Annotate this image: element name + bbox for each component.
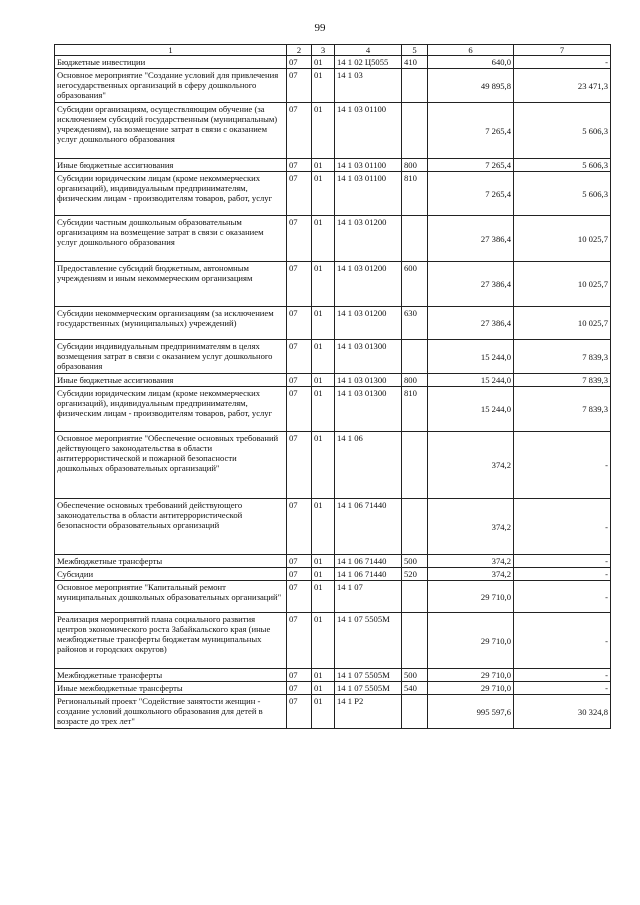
budget-table [54, 44, 611, 729]
description-cell: Иные бюджетные ассигнования [55, 159, 287, 172]
header-cell: 4 [335, 45, 402, 56]
description-cell: Иные бюджетные ассигнования [55, 374, 287, 387]
expense-type-cell [402, 581, 428, 613]
table-row [55, 172, 611, 216]
table-row [55, 695, 611, 729]
amount-col6-cell: 7 265,4 [428, 172, 514, 216]
section-cell: 07 [287, 374, 312, 387]
header-cell: 5 [402, 45, 428, 56]
target-article-cell: 14 1 06 71440 [335, 555, 402, 568]
target-article-cell: 14 1 02 Ц5055 [335, 56, 402, 69]
target-article-cell: 14 1 06 71440 [335, 499, 402, 555]
budget-table-body [55, 45, 611, 729]
amount-col7-cell: 23 471,3 [514, 69, 611, 103]
target-article-cell: 14 1 03 01200 [335, 216, 402, 262]
section-cell: 07 [287, 695, 312, 729]
subsection-cell: 01 [312, 695, 335, 729]
amount-col7-cell: - [514, 499, 611, 555]
subsection-cell: 01 [312, 307, 335, 340]
target-article-cell: 14 1 06 71440 [335, 568, 402, 581]
target-article-cell: 14 1 06 [335, 432, 402, 499]
table-row [55, 499, 611, 555]
amount-col6-cell: 27 386,4 [428, 307, 514, 340]
section-cell: 07 [287, 568, 312, 581]
subsection-cell: 01 [312, 340, 335, 374]
target-article-cell: 14 1 03 01100 [335, 159, 402, 172]
subsection-cell: 01 [312, 387, 335, 432]
description-cell: Основное мероприятие "Обеспечение основных требований действующего законодательства в области антитеррористической и пожарной безопасности дошкольных образовательных организаций" [55, 432, 287, 499]
amount-col7-cell: - [514, 555, 611, 568]
expense-type-cell: 810 [402, 172, 428, 216]
table-row [55, 581, 611, 613]
expense-type-cell: 800 [402, 374, 428, 387]
expense-type-cell [402, 340, 428, 374]
description-cell: Региональный проект "Содействие занятости женщин - создание условий дошкольного образования для детей в возрасте до трех лет" [55, 695, 287, 729]
subsection-cell: 01 [312, 499, 335, 555]
description-cell: Основное мероприятие "Создание условий для привлечения негосударственных организаций в сферу дошкольного образования" [55, 69, 287, 103]
table-row [55, 262, 611, 307]
table-row [55, 340, 611, 374]
target-article-cell: 14 1 07 [335, 581, 402, 613]
description-cell: Межбюджетные трансферты [55, 669, 287, 682]
amount-col7-cell: - [514, 669, 611, 682]
expense-type-cell [402, 432, 428, 499]
section-cell: 07 [287, 682, 312, 695]
header-cell: 7 [514, 45, 611, 56]
amount-col7-cell: 10 025,7 [514, 307, 611, 340]
amount-col7-cell: 5 606,3 [514, 159, 611, 172]
amount-col7-cell: 7 839,3 [514, 374, 611, 387]
expense-type-cell [402, 103, 428, 159]
target-article-cell: 14 1 03 01100 [335, 103, 402, 159]
section-cell: 07 [287, 172, 312, 216]
subsection-cell: 01 [312, 262, 335, 307]
subsection-cell: 01 [312, 613, 335, 669]
amount-col6-cell: 15 244,0 [428, 387, 514, 432]
section-cell: 07 [287, 613, 312, 669]
amount-col7-cell: 10 025,7 [514, 216, 611, 262]
amount-col6-cell: 15 244,0 [428, 340, 514, 374]
target-article-cell: 14 1 07 5505М [335, 613, 402, 669]
amount-col6-cell: 374,2 [428, 568, 514, 581]
section-cell: 07 [287, 669, 312, 682]
amount-col6-cell: 995 597,6 [428, 695, 514, 729]
amount-col6-cell: 27 386,4 [428, 216, 514, 262]
table-row [55, 69, 611, 103]
target-article-cell: 14 1 03 01300 [335, 387, 402, 432]
amount-col7-cell: - [514, 613, 611, 669]
amount-col7-cell: 30 324,8 [514, 695, 611, 729]
subsection-cell: 01 [312, 581, 335, 613]
table-row [55, 387, 611, 432]
expense-type-cell: 540 [402, 682, 428, 695]
amount-col6-cell: 29 710,0 [428, 613, 514, 669]
amount-col7-cell: 7 839,3 [514, 340, 611, 374]
expense-type-cell: 630 [402, 307, 428, 340]
amount-col6-cell: 29 710,0 [428, 682, 514, 695]
section-cell: 07 [287, 103, 312, 159]
expense-type-cell: 520 [402, 568, 428, 581]
table-row [55, 568, 611, 581]
description-cell: Субсидии [55, 568, 287, 581]
section-cell: 07 [287, 387, 312, 432]
subsection-cell: 01 [312, 682, 335, 695]
description-cell: Субсидии юридическим лицам (кроме некоммерческих организаций), индивидуальным предпринимателям, физическим лицам - производителям товаров, работ, услуг [55, 387, 287, 432]
amount-col6-cell: 29 710,0 [428, 669, 514, 682]
amount-col6-cell: 29 710,0 [428, 581, 514, 613]
description-cell: Субсидии некоммерческим организациям (за исключением государственных (муниципальных) учреждений) [55, 307, 287, 340]
table-header-row [55, 45, 611, 56]
subsection-cell: 01 [312, 216, 335, 262]
amount-col7-cell: - [514, 56, 611, 69]
header-cell: 2 [287, 45, 312, 56]
section-cell: 07 [287, 581, 312, 613]
table-row [55, 613, 611, 669]
amount-col6-cell: 374,2 [428, 555, 514, 568]
subsection-cell: 01 [312, 172, 335, 216]
amount-col7-cell: 5 606,3 [514, 172, 611, 216]
header-cell: 1 [55, 45, 287, 56]
target-article-cell: 14 1 03 01200 [335, 307, 402, 340]
description-cell: Обеспечение основных требований действующего законодательства в области антитеррористической безопасности образовательных организаций [55, 499, 287, 555]
expense-type-cell: 500 [402, 669, 428, 682]
amount-col7-cell: - [514, 581, 611, 613]
section-cell: 07 [287, 499, 312, 555]
description-cell: Реализация мероприятий плана социального развития центров экономического роста Забайкальского края (иные межбюджетные трансферты бюджетам муниципальных районов и городских округов) [55, 613, 287, 669]
section-cell: 07 [287, 56, 312, 69]
subsection-cell: 01 [312, 374, 335, 387]
target-article-cell: 14 1 07 5505М [335, 669, 402, 682]
amount-col6-cell: 27 386,4 [428, 262, 514, 307]
target-article-cell: 14 1 07 5505М [335, 682, 402, 695]
table-row [55, 56, 611, 69]
amount-col6-cell: 15 244,0 [428, 374, 514, 387]
expense-type-cell [402, 216, 428, 262]
table-row [55, 432, 611, 499]
amount-col6-cell: 640,0 [428, 56, 514, 69]
amount-col7-cell: 10 025,7 [514, 262, 611, 307]
expense-type-cell [402, 69, 428, 103]
expense-type-cell: 810 [402, 387, 428, 432]
description-cell: Межбюджетные трансферты [55, 555, 287, 568]
table-row [55, 103, 611, 159]
header-cell: 6 [428, 45, 514, 56]
amount-col6-cell: 374,2 [428, 432, 514, 499]
description-cell: Субсидии частным дошкольным образовательным организациям на возмещение затрат в связи с оказанием услуг дошкольного образования [55, 216, 287, 262]
target-article-cell: 14 1 03 01300 [335, 374, 402, 387]
amount-col6-cell: 49 895,8 [428, 69, 514, 103]
description-cell: Субсидии организациям, осуществляющим обучение (за исключением субсидий государственным (муниципальным) учреждениям), на возмещение затрат в связи с оказанием услуг дошкольного образования [55, 103, 287, 159]
amount-col7-cell: 7 839,3 [514, 387, 611, 432]
subsection-cell: 01 [312, 568, 335, 581]
target-article-cell: 14 1 03 01300 [335, 340, 402, 374]
amount-col6-cell: 7 265,4 [428, 103, 514, 159]
expense-type-cell: 600 [402, 262, 428, 307]
expense-type-cell [402, 613, 428, 669]
section-cell: 07 [287, 432, 312, 499]
table-row [55, 216, 611, 262]
table-row [55, 555, 611, 568]
expense-type-cell: 410 [402, 56, 428, 69]
section-cell: 07 [287, 555, 312, 568]
subsection-cell: 01 [312, 159, 335, 172]
amount-col6-cell: 7 265,4 [428, 159, 514, 172]
amount-col7-cell: - [514, 432, 611, 499]
description-cell: Субсидии индивидуальным предпринимателям в целях возмещения затрат в связи с оказанием услуг дошкольного образования [55, 340, 287, 374]
table-row [55, 159, 611, 172]
target-article-cell: 14 1 03 01200 [335, 262, 402, 307]
amount-col6-cell: 374,2 [428, 499, 514, 555]
section-cell: 07 [287, 216, 312, 262]
subsection-cell: 01 [312, 69, 335, 103]
section-cell: 07 [287, 159, 312, 172]
subsection-cell: 01 [312, 555, 335, 568]
table-row [55, 682, 611, 695]
subsection-cell: 01 [312, 669, 335, 682]
table-row [55, 374, 611, 387]
description-cell: Субсидии юридическим лицам (кроме некоммерческих организаций), индивидуальным предпринимателям, физическим лицам - производителям товаров, работ, услуг [55, 172, 287, 216]
section-cell: 07 [287, 340, 312, 374]
section-cell: 07 [287, 262, 312, 307]
header-cell: 3 [312, 45, 335, 56]
expense-type-cell [402, 499, 428, 555]
description-cell: Предоставление субсидий бюджетным, автономным учреждениям и иным некоммерческим организациям [55, 262, 287, 307]
description-cell: Бюджетные инвестиции [55, 56, 287, 69]
section-cell: 07 [287, 69, 312, 103]
subsection-cell: 01 [312, 432, 335, 499]
subsection-cell: 01 [312, 103, 335, 159]
page-number: 99 [314, 22, 326, 34]
expense-type-cell [402, 695, 428, 729]
table-row [55, 669, 611, 682]
target-article-cell: 14 1 03 01100 [335, 172, 402, 216]
target-article-cell: 14 1 Р2 [335, 695, 402, 729]
expense-type-cell: 500 [402, 555, 428, 568]
subsection-cell: 01 [312, 56, 335, 69]
section-cell: 07 [287, 307, 312, 340]
amount-col7-cell: 5 606,3 [514, 103, 611, 159]
amount-col7-cell: - [514, 568, 611, 581]
target-article-cell: 14 1 03 [335, 69, 402, 103]
description-cell: Иные межбюджетные трансферты [55, 682, 287, 695]
table-row [55, 307, 611, 340]
amount-col7-cell: - [514, 682, 611, 695]
description-cell: Основное мероприятие "Капитальный ремонт муниципальных дошкольных образовательных организаций" [55, 581, 287, 613]
expense-type-cell: 800 [402, 159, 428, 172]
